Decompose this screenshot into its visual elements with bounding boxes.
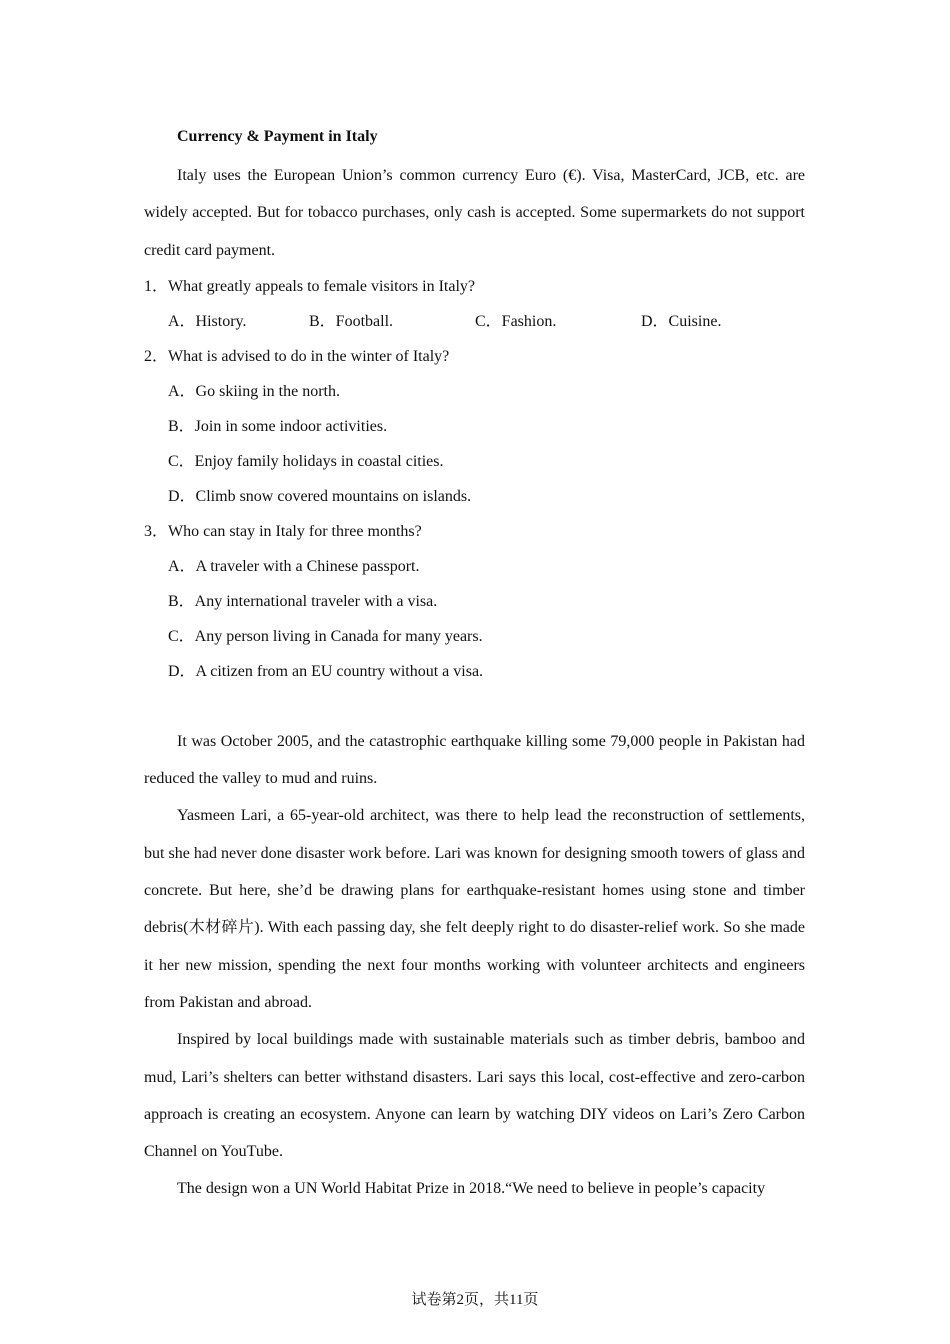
reading-passage [144, 723, 805, 1208]
option-1c: C．Fashion. [475, 312, 557, 330]
option-3c: C．Any person living in Canada for many years. [168, 627, 483, 645]
option-1b: B．Football. [309, 312, 394, 330]
option-1d: D．Cuisine. [641, 312, 722, 330]
option-2b: B．Join in some indoor activities. [168, 417, 388, 435]
question-1-number: 1． [144, 277, 169, 295]
option-2d: D．Climb snow covered mountains on islands. [168, 487, 472, 505]
option-1a: A．History. [168, 312, 247, 330]
page-footer: 试卷第2页，共11页 [411, 1292, 539, 1308]
passage-paragraph-2: Yasmeen Lari, a 65-year-old architect, was there to help lead the reconstruction of settlements, but she had never done disaster work before. Lari was known for designing smooth towers of glass and concrete. But here, she’d be drawing plans for earthquake-resistant homes using stone and timber debris(木材碎片). With each passing day, she felt deeply right to do disaster-relief work. So she made it her new mission, spending the next four months working with volunteer architects and engineers from Pakistan and abroad. [144, 807, 805, 1011]
option-2c: C．Enjoy family holidays in coastal cities. [168, 452, 444, 470]
question-3-text: Who can stay in Italy for three months? [168, 522, 422, 540]
passage-paragraph-4: The design won a UN World Habitat Prize in 2018.“We need to believe in people’s capacity [177, 1180, 766, 1198]
passage-paragraph-1: It was October 2005, and the catastrophic earthquake killing some 79,000 people in Pakistan had reduced the valley to mud and ruins. [144, 732, 805, 788]
option-2a: A．Go skiing in the north. [168, 382, 340, 400]
page-content [144, 123, 805, 1208]
question-2-number: 2． [144, 347, 169, 365]
section-gap [144, 689, 805, 723]
question-2-text: What is advised to do in the winter of Italy? [168, 347, 450, 365]
currency-paragraph: Italy uses the European Union’s common currency Euro (€). Visa, MasterCard, JCB, etc. are widely accepted. But for tobacco purchases, only cash is accepted. Some supermarkets do not support credit card payment. [144, 167, 805, 259]
question-1 [144, 269, 805, 339]
option-3b: B．Any international traveler with a visa. [168, 592, 438, 610]
question-3-stem [144, 514, 805, 549]
question-1-text: What greatly appeals to female visitors in Italy? [168, 277, 476, 295]
passage-paragraph-3: Inspired by local buildings made with sustainable materials such as timber debris, bamboo and mud, Lari’s shelters can better withstand disasters. Lari says this local, cost-effective and zero-carbon approach is creating an ecosystem. Anyone can learn by watching DIY videos on Lari’s Zero Carbon Channel on YouTube. [144, 1031, 805, 1161]
question-3-number: 3． [144, 522, 169, 540]
section-heading: Currency & Payment in Italy [177, 128, 378, 145]
option-3d: D．A citizen from an EU country without a visa. [168, 662, 484, 680]
question-2 [144, 339, 805, 514]
question-2-stem [144, 339, 805, 374]
question-3 [144, 514, 805, 689]
question-1-options [144, 304, 805, 339]
question-1-stem [144, 269, 805, 304]
option-3a: A．A traveler with a Chinese passport. [168, 557, 420, 575]
